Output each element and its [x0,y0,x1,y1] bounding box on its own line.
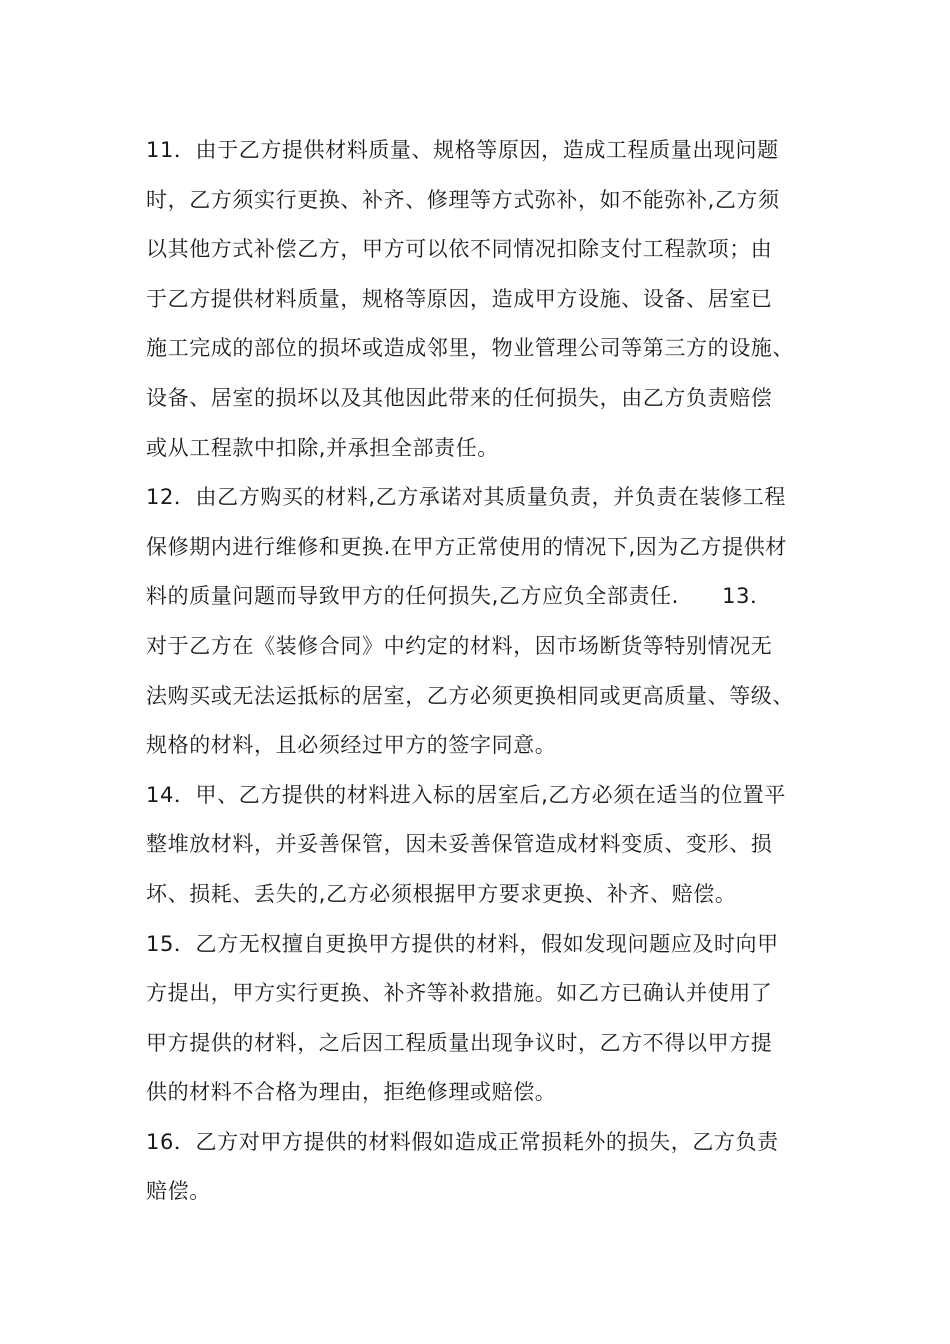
document-body [146,126,836,1217]
text-line: 14．甲、乙方提供的材料进入标的居室后,乙方必须在适当的位置平 [146,782,786,807]
text-line: 规格的材料，且必须经过甲方的签字同意。 [146,733,557,758]
text-line: 11．由于乙方提供材料质量、规格等原因，造成工程质量出现问题 [146,138,779,162]
text-line: 时，乙方须实行更换、补齐、修理等方式弥补，如不能弥补,乙方须 [146,187,780,212]
text-line: 坏、损耗、丢失的,乙方必须根据甲方要求更换、补齐、赔偿。 [146,881,737,906]
text-line: 料的质量问题而导致甲方的任何损失,乙方应负全部责任. 13． [146,584,772,609]
text-line: 方提出，甲方实行更换、补齐等补救措施。如乙方已确认并使用了 [146,981,773,1006]
text-line: 施工完成的部位的损坏或造成邻里，物业管理公司等第三方的设施、 [146,336,794,361]
text-line: 供的材料不合格为理由，拒绝修理或赔偿。 [146,1080,557,1105]
text-line: 对于乙方在《装修合同》中约定的材料，因市场断货等特别情况无 [146,633,773,658]
text-line: 甲方提供的材料，之后因工程质量出现争议时，乙方不得以甲方提 [146,1030,773,1055]
text-line: 12．由乙方购买的材料,乙方承诺对其质量负责，并负责在装修工程 [146,485,786,510]
text-line: 整堆放材料，并妥善保管，因未妥善保管造成材料变质、变形、损 [146,832,773,857]
text-line: 设备、居室的损坏以及其他因此带来的任何损失，由乙方负责赔偿 [146,385,773,410]
text-line: 16．乙方对甲方提供的材料假如造成正常损耗外的损失，乙方负责 [146,1129,779,1154]
text-line: 或从工程款中扣除,并承担全部责任。 [146,435,499,460]
text-line: 法购买或无法运抵标的居室，乙方必须更换相同或更高质量、等级、 [146,683,794,708]
text-line: 15．乙方无权擅自更换甲方提供的材料，假如发现问题应及时向甲 [146,931,779,956]
text-line: 赔偿。 [146,1179,211,1204]
text-line: 保修期内进行维修和更换.在甲方正常使用的情况下,因为乙方提供材 [146,534,787,559]
text-line: 以其他方式补偿乙方，甲方可以依不同情况扣除支付工程款项；由 [146,237,773,262]
text-line: 于乙方提供材料质量，规格等原因，造成甲方设施、设备、居室已 [146,286,773,311]
